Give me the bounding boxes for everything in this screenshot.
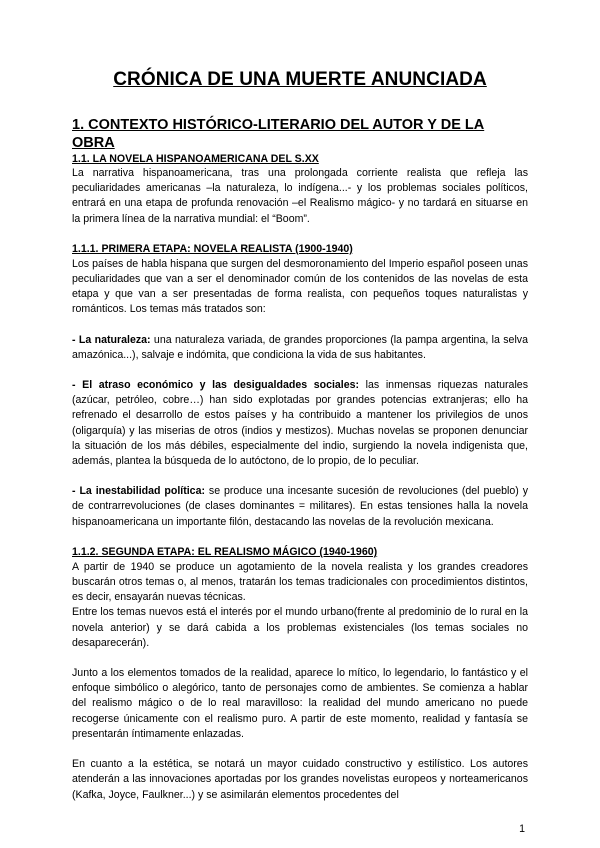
inestabilidad-paragraph — [72, 484, 528, 530]
intro-paragraph: La narrativa hispanoamericana, tras una prolongada corriente realista que refleja las peculiaridades americanas –la naturaleza, lo indígena...- y los problemas sociales políticos, entrará en una etapa de profunda renovación –el Realismo mágico- y no tardará en situarse en la primera línea de la narrativa mundial: el “Boom”. — [72, 167, 528, 225]
section-1-1-1-heading: 1.1.1. PRIMERA ETAPA: NOVELA REALISTA (1900-1940) — [72, 242, 353, 255]
spacer — [72, 530, 528, 545]
section-1-heading: 1. CONTEXTO HISTÓRICO-LITERARIO DEL AUTOR Y DE LA OBRA — [72, 117, 485, 151]
spacer — [72, 227, 528, 242]
inestabilidad-text: se produce una incesante sucesión de revoluciones (del pueblo) y de contrarrevoluciones (de clases dominantes = militares). En estas tensiones halla la novela hispanoamericana un importante filón, destacando las novelas de la revolución mexicana. — [72, 485, 528, 528]
naturaleza-label: - La naturaleza: — [72, 333, 151, 346]
atraso-label: - El atraso económico y las desigualdades sociales: — [72, 379, 360, 392]
naturaleza-text: una naturaleza variada, de grandes proporciones (la pampa argentina, la selva amazónica...), salvaje e indómita, que condiciona la vida de sus habitantes. — [72, 333, 528, 361]
realista-paragraph: Los países de habla hispana que surgen del desmoronamiento del Imperio español poseen unas peculiaridades que van a ser el denominador común de los contenidos de las novelas de esta etapa y que van a ser presentadas de forma realista, con pequeños toques naturalistas y románticos. Los temas más tratados son: — [72, 257, 528, 316]
page-number: 1 — [519, 823, 525, 835]
magico-paragraph-4: En cuanto a la estética, se notará un mayor cuidado constructivo y estilístico. Los autores atenderán a las innovaciones aportadas por los grandes novelistas europeos y norteamericanos (Kafka, Joyce, Faulkner...) y se asimilarán elementos procedentes del — [72, 758, 528, 801]
section-1-1-heading: 1.1. LA NOVELA HISPANOAMERICANA DEL S.XX — [72, 153, 319, 165]
document-title: CRÓNICA DE UNA MUERTE ANUNCIADA — [113, 69, 487, 90]
magico-paragraph-3: Junto a los elementos tomados de la realidad, aparece lo mítico, lo legendario, lo fantástico y el enfoque simbólico o alegórico, tanto de personajes como de ambientes. Se comienza a hablar del realismo mágico o de lo real maravilloso: la realidad del mundo americano no puede recogerse únicamente con el realismo puro. A partir de este momento, realidad y fantasía se presentarán íntimamente enlazadas. — [72, 667, 528, 740]
inestabilidad-label: - La inestabilidad política: — [72, 485, 205, 498]
atraso-text: las inmensas riquezas naturales (azúcar, petróleo, cobre…) han sido explotadas por grandes potencias extranjeras; ello ha refrenado el desarrollo de estos países y ha contribuido a mantener los privilegios de unos (oligarquía) y las miserias de otros (indios y mestizos). Muchas novelas se proponen denunciar la situación de los más débiles, especialmente del indio, surgiendo la novela indigenista que, además, plantea la búsqueda de lo autóctono, de lo propio, de lo peculiar. — [72, 379, 528, 468]
atraso-paragraph — [72, 378, 528, 469]
spacer — [72, 318, 528, 333]
spacer — [72, 742, 528, 757]
section-1-1-2-heading: 1.1.2. SEGUNDA ETAPA: EL REALISMO MÁGICO (1940-1960) — [72, 545, 378, 558]
document-page — [72, 68, 528, 803]
spacer — [72, 363, 528, 378]
naturaleza-paragraph — [72, 333, 528, 363]
magico-paragraph-1: A partir de 1940 se produce un agotamiento de la novela realista y los grandes creadores buscarán otros temas o, al menos, tratarán los temas tradicionales con procedimientos distintos, es decir, ensayarán nuevas técnicas. — [72, 560, 528, 604]
spacer — [72, 469, 528, 484]
magico-paragraph-2: Entre los temas nuevos está el interés por el mundo urbano(frente al predominio de lo rural en la novela anterior) y se dará cabida a los problemas existenciales (los temas sociales no desaparecerán). — [72, 606, 528, 649]
spacer — [72, 651, 528, 666]
